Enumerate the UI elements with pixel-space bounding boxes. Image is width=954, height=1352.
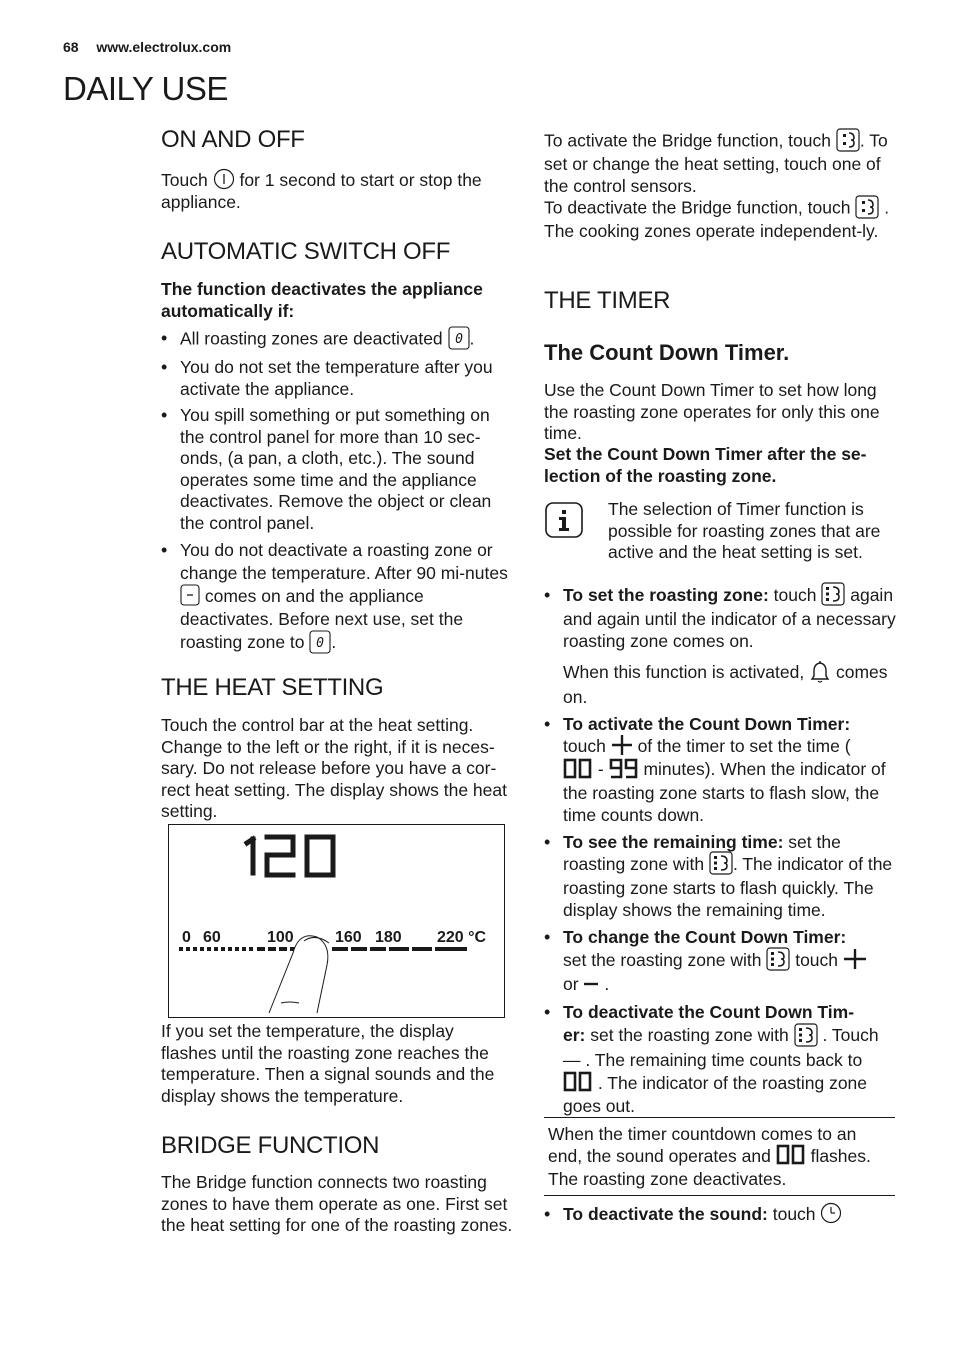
bell-icon [809,660,831,684]
list-item: • You do not deactivate a roasting zone or change the temperature. After 90 mi-nutes comes on and the appliance deactivates. Before next use, set the roasting zone to 0 . [161,539,513,656]
power-icon [213,168,235,190]
website-link[interactable]: www.electrolux.com [96,39,232,55]
minus-display-icon [180,584,200,606]
bridge-deactivate-text: To deactivate the Bridge function, touch . The cooking zones operate independent-ly. [544,197,896,243]
list-item: • All roasting zones are deactivated 0 . [161,328,513,352]
list-item: • To change the Count Down Timer: set the roasting zone with touch or . [544,926,896,996]
heat-setting-text: Touch the control bar at the heat setting. Change to the left or the right, if it is neces-sary. Do not release before you have a cor-rect heat setting. The display shows the heat setting. [161,715,507,821]
bridge-activate-text: To activate the Bridge function, touch . To set or change the heat setting, touch one of the control sensors. [544,130,896,197]
zero-display-icon [309,630,331,654]
zero-display-icon [448,326,470,350]
scale-label: 60 [203,929,221,946]
list-item: • To deactivate the sound: touch [544,1204,896,1226]
info-icon [545,502,583,543]
timer-steps-list [544,584,896,1123]
scale-label: 0 [182,929,191,946]
svg-text:0: 0 [454,332,463,347]
plus-icon [843,948,867,970]
zone-select-icon [709,851,733,875]
minus-icon [583,979,599,989]
zone-select-icon [821,582,845,606]
digits-99-icon [609,758,639,780]
list-item: • To deactivate the Count Down Tim- er: set the roasting zone with . Touch — . The remaining time counts back to . The indicator of the roasting zone goes out. [544,1001,896,1118]
count-down-timer-subheading: The Count Down Timer. [544,340,790,365]
chapter-title: DAILY USE [63,70,228,107]
scale-label: 220 °C [437,929,487,946]
bridge-icon [836,128,860,152]
info-note-text: The selection of Timer function is possible for roasting zones that are active and the heat setting is set. [608,499,881,562]
digits-00-icon [563,1071,593,1093]
digits-00-icon [563,758,593,780]
bridge-heading: BRIDGE FUNCTION [161,1132,380,1159]
bridge-icon [855,195,879,219]
zone-select-icon [766,947,790,971]
list-item: • To set the roasting zone: touch again and again until the indicator of a necessary roasting zone comes on. When this function is activated, comes on. [544,584,896,708]
timer-heading: THE TIMER [544,287,671,314]
scale-label: 100 [267,929,294,946]
auto-off-heading: AUTOMATIC SWITCH OFF [161,238,451,265]
sound-steps-list [544,1204,896,1231]
heat-display-illustration [169,825,504,1017]
heat-display-figure [168,824,505,1018]
finger-illustration [269,936,329,1013]
scale-label: 180 [375,929,402,946]
scale-label: 160 [335,929,362,946]
heat-setting-heading: THE HEAT SETTING [161,674,384,701]
page-number: 68 [63,39,79,55]
plus-icon [611,734,633,756]
auto-off-list [161,328,513,661]
note-box-bottom-rule [544,1195,895,1196]
display-reading-120 [247,837,333,875]
zone-select-icon [794,1023,818,1047]
auto-off-intro: The function deactivates the appliance automatically if: [161,279,483,321]
heat-setting-after-text: If you set the temperature, the display flashes until the roasting zone reaches the temperature. Then a signal sounds and the display shows the temperature. [161,1021,495,1106]
timer-intro: Use the Count Down Timer to set how long the roasting zone operates for only this one time. [544,380,880,443]
bridge-text: The Bridge function connects two roasting zones to have them operate as one. First set the heat setting for one of the roasting zones. [161,1172,513,1235]
timer-end-note: When the timer countdown comes to an end, the sound operates and flashes. The roasting zone deactivates. [548,1124,871,1190]
svg-text:0: 0 [316,635,325,651]
note-box-top-rule [544,1117,895,1118]
timer-intro-bold: Set the Count Down Timer after the se-lection of the roasting zone. [544,444,867,486]
list-item: • You spill something or put something on the control panel for more than 10 sec-onds, (a pan, a cloth, etc.). The sound operates some time and the appliance deactivates. Remove the object or clean the control panel. [161,405,513,534]
on-off-text: Touch for 1 second to start or stop the appliance. [161,170,482,213]
clock-icon [820,1202,842,1224]
list-item: • You do not set the temperature after you activate the appliance. [161,357,513,400]
digits-00-icon [776,1144,806,1166]
on-off-heading: ON AND OFF [161,126,305,153]
page-header [63,39,231,55]
list-item: • To activate the Count Down Timer: touch of the timer to set the time ( - minutes). When the indicator of the roasting zone starts to flash slow, the time counts down. [544,713,896,826]
list-item: • To see the remaining time: set the roasting zone with . The indicator of the roasting zone starts to flash quickly. The display shows the remaining time. [544,831,896,921]
